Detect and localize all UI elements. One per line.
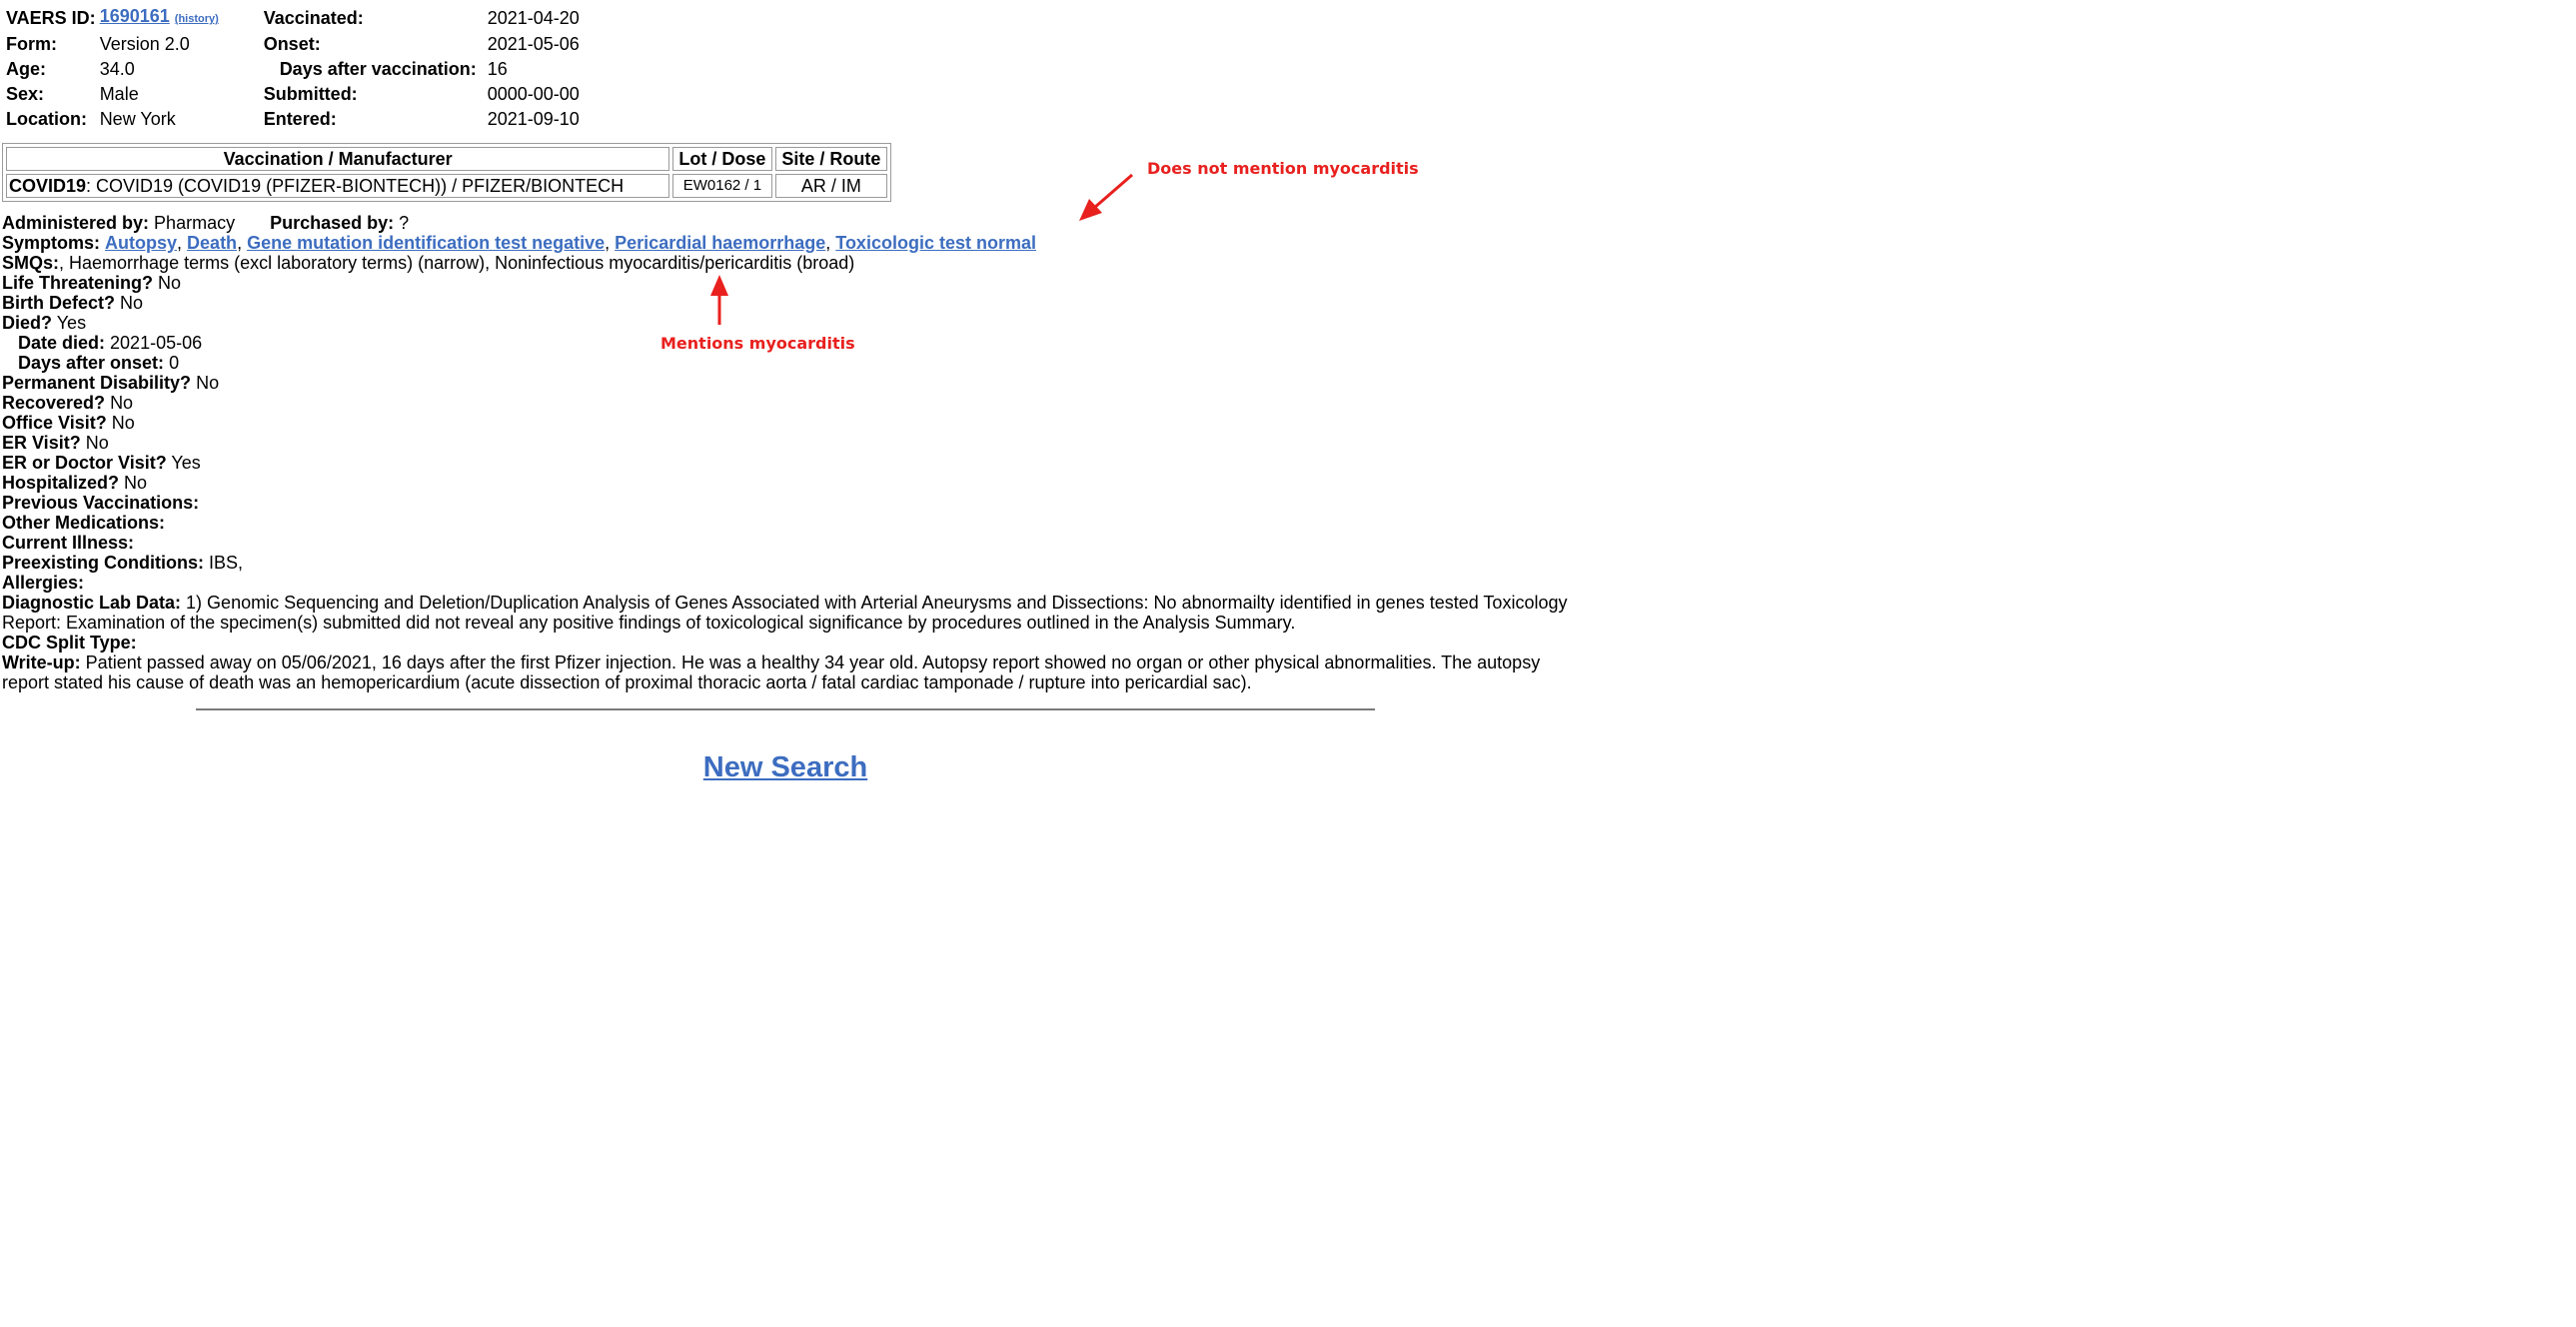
sex-label: Sex: [6, 84, 45, 104]
date-died-value: 2021-05-06 [110, 333, 203, 353]
cdc-split-type-label: CDC Split Type: [2, 633, 137, 653]
lot-dose-header: Lot / Dose [672, 147, 771, 171]
smqs-value: , Haemorrhage terms (excl laboratory terms) (narrow), Noninfectious myocarditis/pericarditis (broad) [59, 253, 855, 273]
purchased-label: Purchased by: [270, 213, 395, 233]
symptom-link-death[interactable]: Death [187, 233, 238, 253]
diagnostic-lab-data-value: 1) Genomic Sequencing and Deletion/Duplication Analysis of Genes Associated with Arterial Aneurysms and Dissections: No abnormailty identified in genes tested Toxicology Report: Examination of the specimen(s) submitted did not reveal any positive findings of toxicological significance by procedures outlined in the Analysis Summary. [2, 593, 1568, 633]
write-up-value: Patient passed away on 05/06/2021, 16 days after the first Pfizer injection. He was a healthy 34 year old. Autopsy report showed no organ or other physical abnormalities. The autopsy report stated his cause of death was an hemopericardium (acute dissection of proximal thoracic aorta / fatal cardiac tamponade / rupture into pericardial sac). [2, 653, 1541, 692]
age-value: 34.0 [99, 59, 135, 79]
purchased-value: ? [399, 213, 410, 233]
vaccine-type: COVID19 [9, 176, 87, 196]
location-label: Location: [6, 109, 87, 129]
arrow-to-symptoms-icon [1079, 175, 1132, 221]
symptom-link-toxicologic-test[interactable]: Toxicologic test normal [835, 233, 1036, 253]
vaers-id-label: VAERS ID: [6, 7, 96, 28]
hospitalized-label: Hospitalized? [2, 473, 120, 493]
vaccination-manufacturer-header: Vaccination / Manufacturer [6, 147, 669, 171]
symptom-link-autopsy[interactable]: Autopsy [105, 233, 178, 253]
onset-label: Onset: [263, 34, 321, 54]
new-search-link[interactable]: New Search [702, 751, 868, 783]
symptoms-line: Symptoms: Autopsy, Death, Gene mutation identification test negative, Pericardial haemorrhage, Toxicologic test normal [2, 233, 1036, 253]
lot-dose-cell: EW0162 / 1 [672, 174, 771, 198]
submitted-value: 0000-00-00 [487, 84, 580, 104]
er-doctor-visit-value: Yes [171, 453, 201, 473]
site-route-header: Site / Route [775, 147, 887, 171]
symptom-link-gene-mutation[interactable]: Gene mutation identification test negative [247, 233, 606, 253]
other-medications-label: Other Medications: [2, 513, 166, 533]
symptoms-label: Symptoms: [2, 233, 101, 253]
er-doctor-visit-label: ER or Doctor Visit? [2, 453, 167, 473]
days-after-vaccination-label: Days after vaccination: [279, 59, 477, 79]
recovered-label: Recovered? [2, 393, 106, 413]
smqs-label: SMQs: [2, 253, 60, 273]
form-value: Version 2.0 [99, 34, 190, 54]
office-visit-value: No [111, 413, 135, 433]
history-link[interactable]: (history) [174, 13, 219, 25]
allergies-label: Allergies: [2, 573, 85, 593]
vaccine-name: : COVID19 (COVID19 (PFIZER-BIONTECH)) / PFIZER/BIONTECH [86, 176, 625, 196]
preexisting-conditions-label: Preexisting Conditions: [2, 553, 205, 573]
form-label: Form: [6, 34, 57, 54]
hospitalized-value: No [124, 473, 148, 493]
symptom-link-pericardial-haemorrhage[interactable]: Pericardial haemorrhage [615, 233, 826, 253]
annotation-arrows [0, 0, 1577, 799]
er-visit-label: ER Visit? [2, 433, 81, 453]
life-threatening-value: No [158, 273, 182, 293]
recovered-value: No [110, 393, 134, 413]
diagnostic-lab-data-label: Diagnostic Lab Data: [2, 593, 182, 613]
annotation-mentions: Mentions myocarditis [660, 334, 855, 353]
annotation-does-not-mention: Does not mention myocarditis [1147, 159, 1419, 178]
entered-value: 2021-09-10 [487, 109, 580, 129]
site-route-cell: AR / IM [775, 174, 887, 198]
permanent-disability-label: Permanent Disability? [2, 373, 192, 393]
separator-line [196, 708, 1375, 710]
life-threatening-label: Life Threatening? [2, 273, 154, 293]
onset-value: 2021-05-06 [487, 34, 580, 54]
days-after-vaccination-value: 16 [487, 59, 508, 79]
birth-defect-label: Birth Defect? [2, 293, 116, 313]
administered-label: Administered by: [2, 213, 150, 233]
birth-defect-value: No [120, 293, 144, 313]
administered-value: Pharmacy [154, 213, 236, 233]
days-after-onset-label: Days after onset: [18, 353, 165, 373]
died-value: Yes [56, 313, 87, 333]
arrow-to-smqs-icon [710, 275, 728, 325]
vaccinated-value: 2021-04-20 [487, 7, 580, 28]
vaers-report-page [0, 0, 1577, 799]
age-label: Age: [6, 59, 46, 79]
vaccinated-label: Vaccinated: [263, 7, 364, 28]
current-illness-label: Current Illness: [2, 533, 135, 553]
days-after-onset-value: 0 [169, 353, 180, 373]
sex-value: Male [99, 84, 139, 104]
previous-vaccinations-label: Previous Vaccinations: [2, 493, 200, 513]
location-value: New York [99, 109, 176, 129]
vaers-id-link[interactable]: 1690161 [99, 6, 170, 26]
permanent-disability-value: No [196, 373, 220, 393]
entered-label: Entered: [263, 109, 337, 129]
died-label: Died? [2, 313, 53, 333]
new-search-container [0, 751, 1571, 784]
er-visit-value: No [85, 433, 109, 453]
submitted-label: Submitted: [263, 84, 358, 104]
write-up-label: Write-up: [2, 653, 81, 672]
office-visit-label: Office Visit? [2, 413, 107, 433]
preexisting-conditions-value: IBS, [209, 553, 244, 573]
date-died-label: Date died: [18, 333, 106, 353]
